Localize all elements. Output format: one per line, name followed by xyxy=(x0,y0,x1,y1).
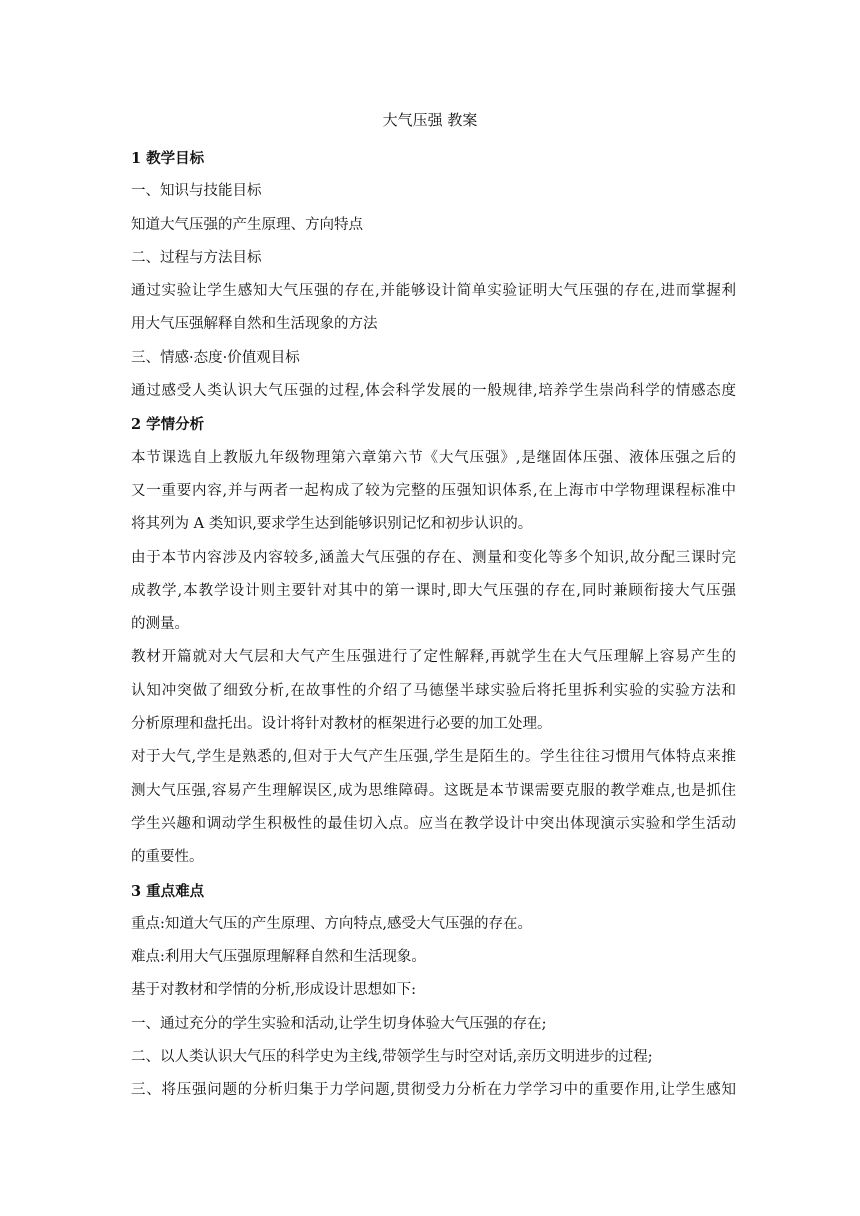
text-line: 一、知识与技能目标 xyxy=(131,183,262,200)
section-heading: 1 教学目标 xyxy=(131,150,205,167)
text-line: 测大气压强,容易产生理解误区,成为思维障碍。这既是本节课需要克服的教学难点,也是抓住 xyxy=(131,782,736,799)
text-line: 通过实验让学生感知大气压强的存在,并能够设计简单实验证明大气压强的存在,进而掌握利 xyxy=(131,283,736,300)
section-heading: 3 重点难点 xyxy=(131,882,205,900)
text-line: 用大气压强解释自然和生活现象的方法 xyxy=(131,316,378,333)
text-line: 由于本节内容涉及内容较多,涵盖大气压强的存在、测量和变化等多个知识,故分配三课时完 xyxy=(131,549,736,566)
document-body xyxy=(131,142,736,1108)
text-line: 三、情感·态度·价值观目标 xyxy=(131,349,300,366)
text-line: 本节课选自上教版九年级物理第六章第六节《大气压强》,是继固体压强、液体压强之后的 xyxy=(131,449,736,466)
text-line: 又一重要内容,并与两者一起构成了较为完整的压强知识体系,在上海市中学物理课程标准中 xyxy=(131,482,736,499)
text-line: 分析原理和盘托出。设计将针对教材的框架进行必要的加工处理。 xyxy=(131,716,552,733)
text-line: 二、以人类认识大气压的科学史为主线,带领学生与时空对话,亲历文明进步的过程; xyxy=(131,1049,653,1066)
text-line: 将其列为 A 类知识,要求学生达到能够识别记忆和初步认识的。 xyxy=(131,516,533,533)
text-line: 认知冲突做了细致分析,在故事性的介绍了马德堡半球实验后将托里拆利实验的实验方法和 xyxy=(131,682,736,699)
text-line: 对于大气,学生是熟悉的,但对于大气产生压强,学生是陌生的。学生往往习惯用气体特点来推 xyxy=(131,749,736,766)
text-line: 学生兴趣和调动学生积极性的最佳切入点。应当在教学设计中突出体现演示实验和学生活动 xyxy=(131,815,736,832)
text-line: 难点:利用大气压强原理解释自然和生活现象。 xyxy=(131,949,426,966)
text-line: 二、过程与方法目标 xyxy=(131,249,262,266)
text-line: 知道大气压强的产生原理、方向特点 xyxy=(131,216,363,233)
text-line: 三、将压强问题的分析归集于力学问题,贯彻受力分析在力学学习中的重要作用,让学生感知 xyxy=(131,1082,736,1099)
text-line: 成教学,本教学设计则主要针对其中的第一课时,即大气压强的存在,同时兼顾衔接大气压强 xyxy=(131,582,736,599)
text-line: 基于对教材和学情的分析,形成设计思想如下: xyxy=(131,982,416,999)
text-line: 通过感受人类认识大气压强的过程,体会科学发展的一般规律,培养学生崇尚科学的情感态度 xyxy=(131,383,736,400)
document-title: 大气压强 教案 xyxy=(382,111,478,129)
text-line: 重点:知道大气压的产生原理、方向特点,感受大气压强的存在。 xyxy=(131,915,532,932)
text-line: 的重要性。 xyxy=(131,849,204,866)
section-heading: 2 学情分析 xyxy=(131,416,205,434)
text-line: 的测量。 xyxy=(131,616,189,633)
text-line: 一、通过充分的学生实验和活动,让学生切身体验大气压强的存在; xyxy=(131,1015,547,1032)
text-line: 教材开篇就对大气层和大气产生压强进行了定性解释,再就学生在大气压理解上容易产生的 xyxy=(131,649,736,666)
